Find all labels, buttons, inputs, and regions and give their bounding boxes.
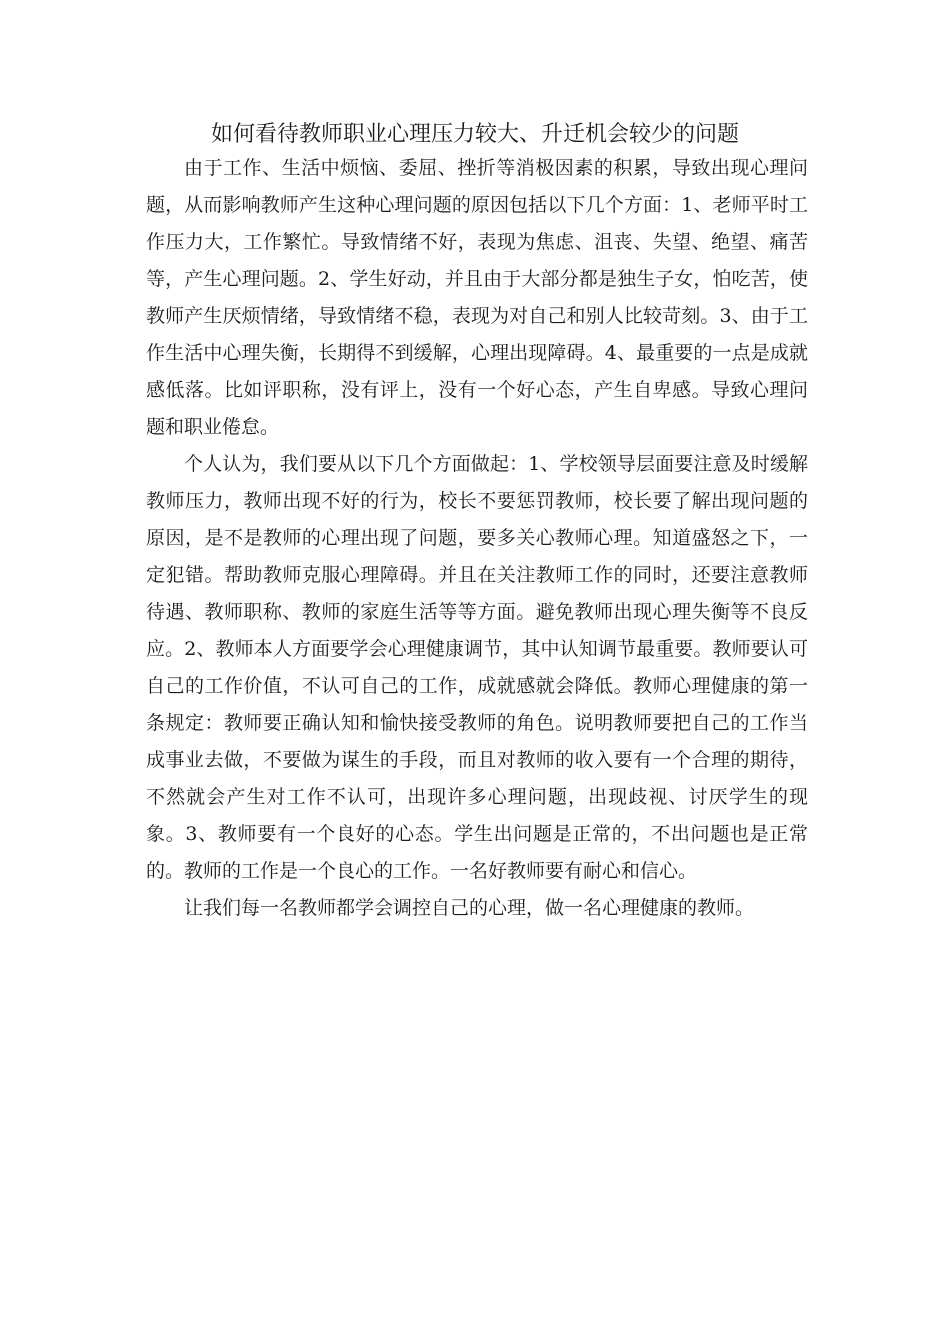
paragraph-causes: 由于工作、生活中烦恼、委屈、挫折等消极因素的积累，导致出现心理问题，从而影响教师产生这种心理问题的原因包括以下几个方面：1、老师平时工作压力大，工作繁忙。导致情绪不好，表现为焦虑、沮丧、失望、绝望、痛苦等，产生心理问题。2、学生好动，并且由于大部分都是独生子女，怕吃苦，使教师产生厌烦情绪，导致情绪不稳，表现为对自己和别人比较苛刻。3、由于工作生活中心理失衡，长期得不到缓解，心理出现障碍。4、最重要的一点是成就感低落。比如评职称，没有评上，没有一个好心态，产生自卑感。导致心理问题和职业倦怠。 (146, 157, 808, 438)
document-title: 如何看待教师职业心理压力较大、升迁机会较少的问题 (210, 122, 739, 147)
document-body (146, 150, 808, 927)
paragraph-solutions: 个人认为，我们要从以下几个方面做起：1、学校领导层面要注意及时缓解教师压力，教师出现不好的行为，校长不要惩罚教师，校长要了解出现问题的原因，是不是教师的心理出现了问题，要多关心教师心理。知道盛怒之下，一定犯错。帮助教师克服心理障碍。并且在关注教师工作的同时，还要注意教师待遇、教师职称、教师的家庭生活等等方面。避免教师出现心理失衡等不良反应。2、教师本人方面要学会心理健康调节，其中认知调节最重要。教师要认可自己的工作价值，不认可自己的工作，成就感就会降低。教师心理健康的第一条规定：教师要正确认知和愉快接受教师的角色。说明教师要把自己的工作当成事业去做，不要做为谋生的手段，而且对教师的收入要有一个合理的期待，不然就会产生对工作不认可，出现许多心理问题，出现歧视、讨厌学生的现象。3、教师要有一个良好的心态。学生出问题是正常的，不出问题也是正常的。教师的工作是一个良心的工作。一名好教师要有耐心和信心。 (146, 453, 808, 882)
paragraph-conclusion: 让我们每一名教师都学会调控自己的心理，做一名心理健康的教师。 (184, 897, 755, 919)
